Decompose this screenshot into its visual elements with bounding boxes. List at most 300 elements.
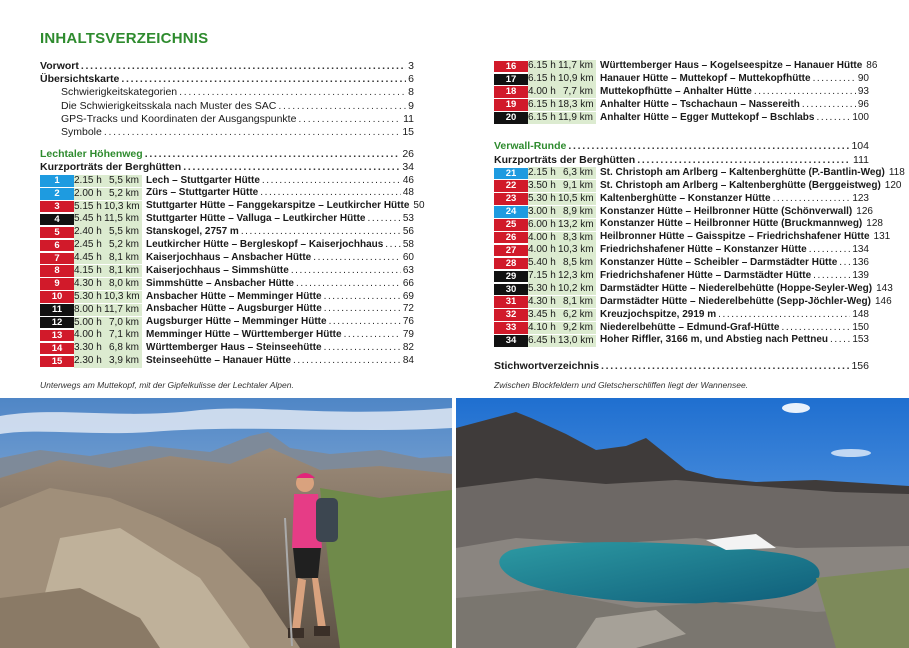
photo-caption-left: Unterwegs am Muttekopf, mit der Gipfelkulisse der Lechtaler Alpen. xyxy=(40,380,294,390)
route-page: 58 xyxy=(402,238,414,250)
route-entry[interactable] xyxy=(494,231,891,244)
route-distance: 8,5 km xyxy=(562,257,593,269)
route-number-badge: 2 xyxy=(40,188,74,200)
route-page: 93 xyxy=(857,85,869,97)
photo-muttekopf xyxy=(0,398,452,648)
route-distance: 6,3 km xyxy=(562,167,593,179)
route-distance: 11,7 km xyxy=(558,60,593,72)
toc-index[interactable]: Stichwortverzeichnis . . . 156 xyxy=(494,360,869,373)
route-time: 5.00 h xyxy=(74,316,102,328)
leader-dots xyxy=(179,86,406,99)
route-number-badge: 23 xyxy=(494,193,528,205)
route-meta xyxy=(528,232,596,244)
leader-dots xyxy=(291,265,401,278)
route-entry[interactable] xyxy=(40,239,414,252)
route-name: Friedrichshafener Hütte – Konstanzer Hütte xyxy=(600,244,807,256)
route-name: Zürs – Stuttgarter Hütte xyxy=(146,187,259,199)
route-time: 3.00 h xyxy=(528,205,556,217)
route-time: 4.00 h xyxy=(528,244,556,256)
leader-dots xyxy=(368,213,401,226)
route-time: 4.30 h xyxy=(528,295,556,307)
toc-entry-label: Schwierigkeitskategorien xyxy=(61,86,178,99)
route-number-badge: 12 xyxy=(40,317,74,329)
route-page: 120 xyxy=(884,179,902,191)
route-entry[interactable] xyxy=(40,329,414,342)
route-meta xyxy=(528,309,596,321)
route-distance: 8,1 km xyxy=(108,264,139,276)
toc-entry-page: 11 xyxy=(403,112,414,125)
route-time: 6.15 h xyxy=(528,111,556,123)
toc-entry-label: Übersichtskarte xyxy=(40,73,120,86)
route-distance: 11,5 km xyxy=(104,213,139,225)
route-number-badge: 25 xyxy=(494,219,528,231)
route-distance: 10,3 km xyxy=(104,200,140,212)
route-time: 3.45 h xyxy=(528,308,556,320)
route-name: Württemberger Haus – Kogelseespitze – Hanauer Hütte xyxy=(600,60,863,71)
route-meta xyxy=(528,335,596,347)
route-distance: 5,5 km xyxy=(108,174,139,186)
route-meta xyxy=(528,296,596,308)
route-name: Kaltenberghütte – Konstanzer Hütte xyxy=(600,192,771,204)
route-page: 118 xyxy=(888,166,905,178)
route-distance: 12,3 km xyxy=(558,270,594,282)
route-entry[interactable] xyxy=(40,175,414,188)
route-page: 131 xyxy=(873,231,891,243)
route-meta xyxy=(528,206,596,218)
route-time: 2.40 h xyxy=(74,226,102,238)
route-number-badge: 7 xyxy=(40,253,74,265)
route-entry[interactable] xyxy=(494,257,869,270)
route-time: 2.00 h xyxy=(74,187,102,199)
route-distance: 13,2 km xyxy=(558,218,594,230)
route-time: 5.15 h xyxy=(74,200,102,212)
route-entry[interactable] xyxy=(494,270,869,283)
route-page: 46 xyxy=(402,174,414,186)
leader-dots xyxy=(809,244,851,257)
route-entry[interactable] xyxy=(494,179,902,193)
route-entry[interactable] xyxy=(40,316,414,329)
route-entry[interactable] xyxy=(494,205,873,219)
route-meta xyxy=(74,265,142,277)
route-meta xyxy=(528,283,596,295)
leader-dots xyxy=(278,100,406,113)
route-distance: 11,7 km xyxy=(104,303,139,315)
toc-entry-page: 6 xyxy=(408,73,414,86)
route-meta xyxy=(74,175,142,187)
leader-dots xyxy=(754,86,856,99)
toc-entry[interactable] xyxy=(40,73,414,86)
route-time: 4.45 h xyxy=(74,252,102,264)
leader-dots xyxy=(121,73,406,86)
route-page: 84 xyxy=(402,354,414,366)
route-distance: 5,5 km xyxy=(108,226,139,238)
route-distance: 7,7 km xyxy=(562,86,593,98)
route-number-badge: 11 xyxy=(40,304,74,316)
route-page: 143 xyxy=(876,282,893,294)
route-name: St. Christoph am Arlberg – Kaltenberghütte (Berggeistweg) xyxy=(600,179,881,191)
route-meta xyxy=(74,278,142,290)
route-time: 4.00 h xyxy=(528,86,556,98)
route-time: 4.10 h xyxy=(528,321,556,333)
route-meta xyxy=(528,244,596,256)
leader-dots xyxy=(241,226,401,239)
route-meta xyxy=(74,355,142,367)
route-number-badge: 8 xyxy=(40,265,74,277)
leader-dots xyxy=(296,278,401,291)
route-time: 3.30 h xyxy=(74,342,102,354)
leader-dots xyxy=(329,316,401,329)
route-entry[interactable] xyxy=(494,295,892,309)
route-page: 50 xyxy=(413,200,425,212)
toc-section-verwall[interactable]: Verwall-Runde . . . 104 xyxy=(494,140,869,153)
route-number-badge: 21 xyxy=(494,168,528,180)
leader-dots xyxy=(104,126,400,139)
route-meta xyxy=(74,304,142,316)
route-meta xyxy=(528,73,596,85)
route-name: Darmstädter Hütte – Niederelbehütte (Sepp-Jöchler-Weg) xyxy=(600,295,871,307)
photo-wannensee xyxy=(456,398,909,648)
mountain-ridge-photo xyxy=(0,398,452,648)
route-name: Hanauer Hütte – Muttekopf – Muttekopfhütte xyxy=(600,72,811,84)
toc-left-column xyxy=(40,60,425,368)
route-page: 150 xyxy=(852,321,869,333)
route-entry[interactable] xyxy=(494,334,869,347)
toc-entry-page: 9 xyxy=(408,99,414,112)
route-number-badge: 13 xyxy=(40,330,74,342)
route-page: 72 xyxy=(402,303,414,315)
route-name: Ansbacher Hütte – Augsburger Hütte xyxy=(146,303,322,315)
route-number-badge: 10 xyxy=(40,291,74,303)
route-number-badge: 14 xyxy=(40,343,74,355)
route-name: Konstanzer Hütte – Scheibler – Darmstädter Hütte xyxy=(600,257,838,269)
route-entry[interactable] xyxy=(40,291,414,304)
route-meta xyxy=(528,257,596,269)
route-page: 76 xyxy=(402,316,414,328)
route-number-badge: 6 xyxy=(40,240,74,252)
route-meta xyxy=(528,193,596,205)
route-distance: 5,2 km xyxy=(108,239,139,251)
toc-entry-label: Die Schwierigkeitsskala nach Muster des SAC xyxy=(61,99,277,112)
leader-dots xyxy=(385,239,401,252)
leader-dots xyxy=(816,112,850,125)
route-name: Kaiserjochhaus – Simmshütte xyxy=(146,264,289,276)
route-entry[interactable] xyxy=(40,303,414,316)
toc-section-lechtaler[interactable]: Lechtaler Höhenweg . . . 26 xyxy=(40,148,414,161)
route-entry[interactable] xyxy=(494,73,869,86)
leader-dots xyxy=(718,309,850,322)
route-number-badge: 29 xyxy=(494,271,528,283)
toc-entry[interactable] xyxy=(40,86,414,99)
route-name: Anhalter Hütte – Tschachaun – Nassereith xyxy=(600,98,800,110)
route-name: Kreuzjochspitze, 2919 m xyxy=(600,308,717,320)
toc-entry[interactable] xyxy=(40,60,414,73)
route-entry[interactable] xyxy=(494,99,869,112)
route-page: 128 xyxy=(866,218,883,230)
route-distance: 8,1 km xyxy=(108,252,139,264)
route-meta xyxy=(528,180,596,192)
route-distance: 10,5 km xyxy=(558,192,594,204)
route-page: 82 xyxy=(402,342,414,354)
route-entry[interactable] xyxy=(494,86,869,99)
route-time: 6.15 h xyxy=(528,73,556,85)
route-meta xyxy=(74,252,142,264)
leader-dots xyxy=(344,329,401,342)
route-distance: 7,1 km xyxy=(108,329,139,341)
route-page: 56 xyxy=(402,226,414,238)
route-time: 2.45 h xyxy=(74,239,102,251)
route-time: 4.15 h xyxy=(74,264,102,276)
route-distance: 10,3 km xyxy=(558,244,594,256)
route-page: 146 xyxy=(874,295,892,307)
route-meta xyxy=(74,239,142,251)
route-time: 6.00 h xyxy=(528,218,556,230)
toc-routes-right-a xyxy=(494,60,878,124)
toc-routes-left xyxy=(40,174,425,368)
mountain-lake-photo xyxy=(456,398,909,648)
route-entry[interactable] xyxy=(40,265,414,278)
route-page: 79 xyxy=(402,329,414,341)
route-name: Württemberger Haus – Steinseehütte xyxy=(146,342,322,354)
route-page: 48 xyxy=(402,187,414,199)
route-name: Konstanzer Hütte – Heilbronner Hütte (Bruckmannweg) xyxy=(600,218,863,230)
route-distance: 7,0 km xyxy=(108,316,139,328)
route-page: 69 xyxy=(402,290,414,302)
route-entry[interactable] xyxy=(494,166,905,180)
leader-dots xyxy=(813,73,856,86)
route-entry[interactable] xyxy=(494,309,869,322)
route-entry[interactable] xyxy=(494,322,869,335)
route-page: 123 xyxy=(852,192,869,204)
route-time: 7.15 h xyxy=(528,270,556,282)
leader-dots xyxy=(313,252,401,265)
route-number-badge: 28 xyxy=(494,258,528,270)
route-name: Leutkircher Hütte – Bergleskopf – Kaiserjochhaus xyxy=(146,238,384,250)
route-name: Konstanzer Hütte – Heilbronner Hütte (Schönverwall) xyxy=(600,205,853,217)
route-page: 66 xyxy=(402,277,414,289)
toc-portraits-verwall[interactable]: Kurzporträts der Berghütten . . . 111 xyxy=(494,154,869,167)
route-time: 6.15 h xyxy=(528,60,556,72)
route-meta xyxy=(528,86,596,98)
route-name: Anhalter Hütte – Egger Muttekopf – Bschlabs xyxy=(600,111,815,123)
route-name: Simmshütte – Ansbacher Hütte xyxy=(146,277,294,289)
route-meta xyxy=(74,213,142,225)
route-meta xyxy=(74,342,142,354)
route-name: Muttekopfhütte – Anhalter Hütte xyxy=(600,85,752,97)
toc-entry[interactable] xyxy=(40,126,414,139)
leader-dots xyxy=(260,187,401,200)
route-page: 139 xyxy=(852,269,869,281)
route-name: Memminger Hütte – Württemberger Hütte xyxy=(146,329,342,341)
route-time: 5.45 h xyxy=(74,213,102,225)
route-meta xyxy=(528,219,596,231)
route-meta xyxy=(528,270,596,282)
route-entry[interactable] xyxy=(494,244,869,257)
route-number-badge: 22 xyxy=(494,180,528,192)
route-number-badge: 5 xyxy=(40,227,74,239)
route-page: 86 xyxy=(866,60,878,71)
route-meta xyxy=(74,317,142,329)
route-page: 136 xyxy=(852,257,869,269)
route-meta xyxy=(528,322,596,334)
toc-entry-label: GPS-Tracks und Koordinaten der Ausgangspunkte xyxy=(61,112,297,125)
route-distance: 10,9 km xyxy=(558,73,594,85)
route-number-badge: 24 xyxy=(494,206,528,218)
route-entry[interactable] xyxy=(494,193,869,206)
route-time: 5.30 h xyxy=(528,283,556,295)
route-name: Heilbronner Hütte – Gaisspitze – Friedrichshafener Hütte xyxy=(600,231,870,243)
route-number-badge: 31 xyxy=(494,296,528,308)
leader-dots xyxy=(324,303,401,316)
toc-entry-page: 15 xyxy=(402,125,414,138)
toc-entry-page: 3 xyxy=(408,60,414,72)
route-time: 2.15 h xyxy=(74,174,102,186)
route-meta xyxy=(528,112,596,124)
route-meta xyxy=(74,226,142,238)
route-number-badge: 15 xyxy=(40,356,74,368)
route-page: 153 xyxy=(852,334,869,346)
route-time: 3.50 h xyxy=(528,179,556,191)
route-meta xyxy=(74,201,142,213)
leader-dots xyxy=(781,322,850,335)
route-page: 126 xyxy=(856,205,873,217)
leader-dots xyxy=(262,175,401,188)
route-number-badge: 3 xyxy=(40,201,74,213)
route-time: 4.00 h xyxy=(528,231,556,243)
toc-entry-label: Symbole xyxy=(61,125,102,138)
leader-dots xyxy=(839,257,850,270)
page-title: INHALTSVERZEICHNIS xyxy=(40,30,209,47)
route-entry[interactable] xyxy=(494,218,883,231)
route-name: Friedrichshafener Hütte – Darmstädter Hütte xyxy=(600,269,812,281)
leader-dots xyxy=(324,291,401,304)
route-entry[interactable] xyxy=(40,342,414,355)
route-number-badge: 34 xyxy=(494,335,528,347)
route-distance: 13,0 km xyxy=(558,334,594,346)
route-number-badge: 26 xyxy=(494,232,528,244)
route-number-badge: 18 xyxy=(494,86,528,98)
route-entry[interactable] xyxy=(40,200,425,213)
route-entry[interactable] xyxy=(40,278,414,291)
route-distance: 6,2 km xyxy=(562,308,593,320)
route-time: 5.30 h xyxy=(528,192,556,204)
route-page: 53 xyxy=(402,213,414,225)
route-entry[interactable] xyxy=(40,213,414,226)
route-meta xyxy=(74,291,142,303)
leader-dots xyxy=(813,270,850,283)
route-distance: 9,2 km xyxy=(562,321,593,333)
route-name: Hoher Riffler, 3166 m, und Abstieg nach Pettneu xyxy=(600,334,829,346)
route-name: Kaiserjochhaus – Ansbacher Hütte xyxy=(146,251,312,263)
route-distance: 18,3 km xyxy=(558,98,594,110)
toc-entry[interactable] xyxy=(40,113,414,126)
route-number-badge: 17 xyxy=(494,74,528,86)
route-time: 2.15 h xyxy=(528,167,556,179)
route-name: Stuttgarter Hütte – Fanggekarspitze – Leutkircher Hütte xyxy=(146,200,410,212)
route-distance: 10,3 km xyxy=(104,290,140,302)
route-time: 6.45 h xyxy=(528,334,556,346)
toc-entry-page: 8 xyxy=(408,86,414,99)
route-page: 90 xyxy=(857,72,869,84)
route-number-badge: 4 xyxy=(40,214,74,226)
route-number-badge: 16 xyxy=(494,61,528,73)
leader-dots xyxy=(293,355,401,368)
route-page: 96 xyxy=(857,98,869,110)
route-entry[interactable] xyxy=(40,252,414,265)
route-page: 63 xyxy=(402,264,414,276)
toc-entry-label: Vorwort xyxy=(40,60,79,72)
toc-front-matter xyxy=(40,60,414,139)
toc-entry[interactable] xyxy=(40,100,414,113)
route-distance: 10,2 km xyxy=(558,283,594,295)
route-name: Niederelbehütte – Edmund-Graf-Hütte xyxy=(600,321,780,333)
toc-portraits-lechtaler[interactable]: Kurzporträts der Berghütten . . . 34 xyxy=(40,161,414,174)
route-time: 5.40 h xyxy=(528,257,556,269)
route-name: Augsburger Hütte – Memminger Hütte xyxy=(146,316,327,328)
route-number-badge: 9 xyxy=(40,278,74,290)
route-meta xyxy=(528,60,596,72)
toc-routes-right-b xyxy=(494,166,905,347)
leader-dots xyxy=(298,113,401,126)
route-meta xyxy=(74,329,142,341)
route-number-badge: 19 xyxy=(494,99,528,111)
route-name: Lech – Stuttgarter Hütte xyxy=(146,174,260,186)
route-time: 6.15 h xyxy=(528,98,556,110)
route-page: 100 xyxy=(852,111,869,123)
route-entry[interactable] xyxy=(40,187,414,200)
route-page: 148 xyxy=(852,308,869,320)
leader-dots xyxy=(324,342,401,355)
route-number-badge: 33 xyxy=(494,322,528,334)
route-distance: 11,9 km xyxy=(558,111,593,123)
route-time: 2.30 h xyxy=(74,355,102,367)
route-number-badge: 1 xyxy=(40,175,74,187)
route-name: Stanskogel, 2757 m xyxy=(146,226,239,238)
route-page: 60 xyxy=(402,251,414,263)
route-name: St. Christoph am Arlberg – Kaltenberghütte (P.-Bantlin-Weg) xyxy=(600,166,885,178)
route-number-badge: 27 xyxy=(494,245,528,257)
route-entry[interactable] xyxy=(494,112,869,125)
route-distance: 8,3 km xyxy=(562,231,593,243)
route-meta xyxy=(528,167,596,179)
toc-right-column xyxy=(494,60,905,373)
leader-dots xyxy=(773,193,851,206)
route-name: Darmstädter Hütte – Niederelbehütte (Hoppe-Seyler-Weg) xyxy=(600,282,873,294)
photo-caption-right: Zwischen Blockfeldern und Gletscherschliffen liegt der Wannensee. xyxy=(494,380,749,390)
route-entry[interactable] xyxy=(494,60,878,73)
route-distance: 6,8 km xyxy=(108,342,139,354)
route-entry[interactable] xyxy=(494,282,893,296)
route-meta xyxy=(528,99,596,111)
route-distance: 8,1 km xyxy=(562,295,593,307)
route-distance: 3,9 km xyxy=(108,355,139,367)
route-entry[interactable] xyxy=(40,355,414,368)
route-distance: 8,9 km xyxy=(562,205,593,217)
route-meta xyxy=(74,188,142,200)
route-distance: 9,1 km xyxy=(562,179,593,191)
route-distance: 8,0 km xyxy=(108,277,139,289)
route-number-badge: 30 xyxy=(494,284,528,296)
route-name: Steinseehütte – Hanauer Hütte xyxy=(146,354,292,366)
route-entry[interactable] xyxy=(40,226,414,239)
leader-dots xyxy=(81,60,406,73)
leader-dots xyxy=(802,99,856,112)
route-time: 5.30 h xyxy=(74,290,102,302)
route-time: 8.00 h xyxy=(74,303,102,315)
route-number-badge: 32 xyxy=(494,309,528,321)
leader-dots xyxy=(830,334,850,347)
route-name: Ansbacher Hütte – Memminger Hütte xyxy=(146,290,322,302)
route-page: 134 xyxy=(852,244,869,256)
